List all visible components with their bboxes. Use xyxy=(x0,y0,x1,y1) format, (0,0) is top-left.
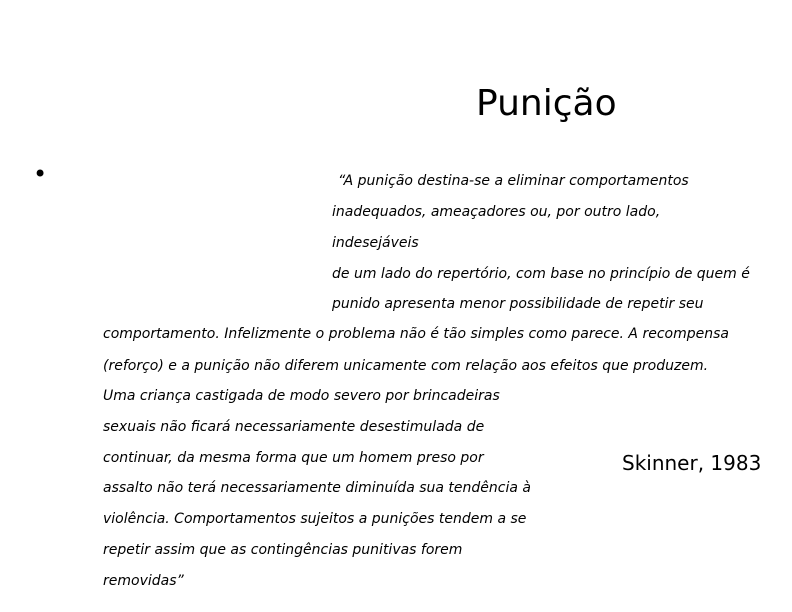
quote-line-14: removidas” xyxy=(103,573,184,589)
quote-line-5: punido apresenta menor possibilidade de repetir seu xyxy=(332,296,704,312)
bullet-marker: • xyxy=(33,160,48,188)
quote-line-7: (reforço) e a punição não diferem unicamente com relação aos efeitos que produzem. xyxy=(103,358,709,374)
quote-line-10: continuar, da mesma forma que um homem preso por xyxy=(103,450,484,466)
quote-line-12: violência. Comportamentos sujeitos a punições tendem a se xyxy=(103,511,527,527)
quote-line-13: repetir assim que as contingências punitivas forem xyxy=(103,542,463,558)
quote-line-3: indesejáveis xyxy=(332,235,419,251)
quote-line-2: inadequados, ameaçadores ou, por outro lado, xyxy=(332,204,661,220)
quote-line-1: “A punição destina-se a eliminar comportamentos xyxy=(338,173,689,189)
quote-author: Skinner, 1983 xyxy=(622,451,762,475)
slide-title: Punição xyxy=(476,83,617,124)
quote-line-4: de um lado do repertório, com base no princípio de quem é xyxy=(332,266,750,282)
quote-line-6: comportamento. Infelizmente o problema não é tão simples como parece. A recompensa xyxy=(103,326,729,342)
quote-line-8: Uma criança castigada de modo severo por brincadeiras xyxy=(103,388,500,404)
quote-line-9: sexuais não ficará necessariamente desestimulada de xyxy=(103,419,485,435)
quote-line-11: assalto não terá necessariamente diminuída sua tendência à xyxy=(103,480,531,496)
